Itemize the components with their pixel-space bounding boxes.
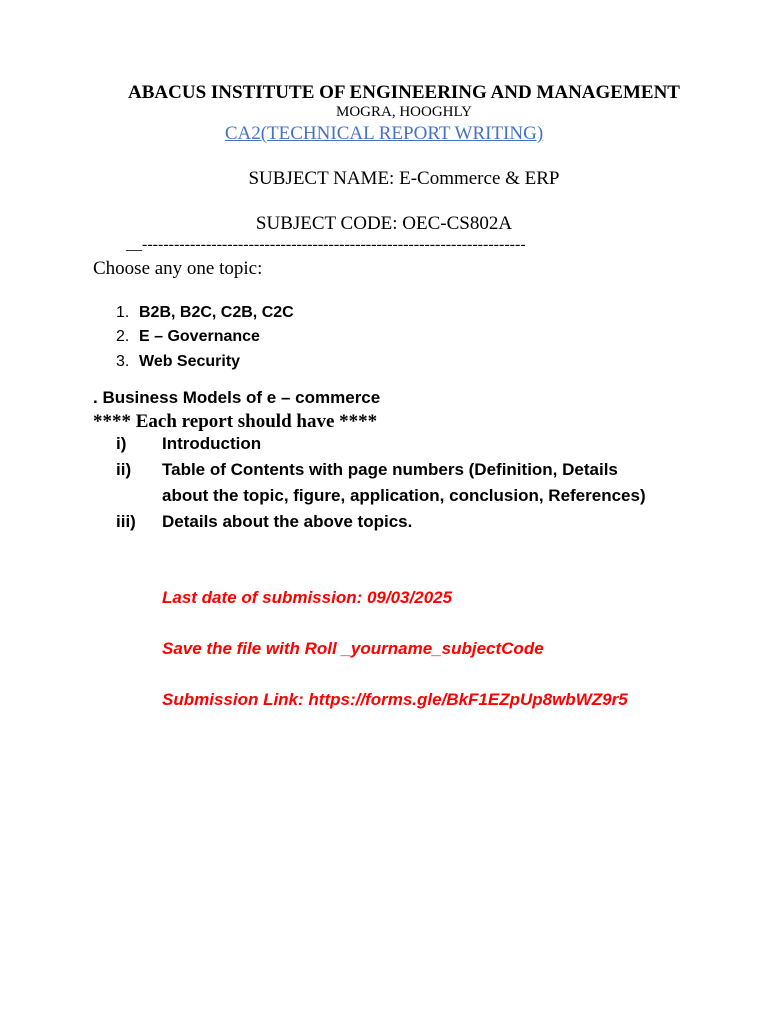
- subject-code: SUBJECT CODE: OEC-CS802A: [255, 213, 513, 234]
- topic-label: Web Security: [139, 353, 241, 370]
- submission-link[interactable]: Submission Link: https://forms.gle/BkF1EZpUp8wbWZ9r5: [162, 690, 628, 709]
- file-naming-note: Save the file with Roll _yourname_subjectCode: [162, 639, 544, 658]
- topic-number: 2.: [116, 328, 130, 345]
- topic-item: [116, 304, 294, 322]
- topic-instruction: Choose any one topic:: [93, 258, 263, 279]
- report-heading: **** Each report should have ****: [93, 411, 378, 432]
- requirement-continuation: about the topic, figure, application, conclusion, References): [162, 486, 646, 505]
- requirement-number: ii): [116, 460, 132, 479]
- requirement-item: [116, 512, 412, 532]
- topic-item: [116, 328, 260, 346]
- institute-location: MOGRA, HOOGHLY: [336, 104, 472, 120]
- topic-number: 1.: [116, 304, 130, 321]
- requirement-number: i): [116, 434, 127, 453]
- requirement-text: Introduction: [162, 434, 262, 453]
- requirement-item: [116, 460, 618, 480]
- topic-label: B2B, B2C, C2B, C2C: [139, 304, 294, 321]
- requirement-text: Details about the above topics.: [162, 512, 413, 531]
- requirement-text: Table of Contents with page numbers (Definition, Details: [162, 460, 618, 479]
- requirement-number: iii): [116, 512, 136, 531]
- topic-label: E – Governance: [139, 328, 260, 345]
- institute-name: ABACUS INSTITUTE OF ENGINEERING AND MANAGEMENT: [128, 82, 680, 103]
- topic-number: 3.: [116, 353, 130, 370]
- assignment-title: CA2(TECHNICAL REPORT WRITING): [224, 123, 544, 144]
- subject-name: SUBJECT NAME: E-Commerce & ERP: [248, 168, 560, 189]
- extra-topic: . Business Models of e – commerce: [93, 388, 381, 407]
- requirement-item: [116, 434, 261, 454]
- topic-item: [116, 353, 240, 371]
- submission-deadline: Last date of submission: 09/03/2025: [162, 588, 453, 607]
- divider-line: __------------------------------------------------------------------------: [126, 236, 526, 253]
